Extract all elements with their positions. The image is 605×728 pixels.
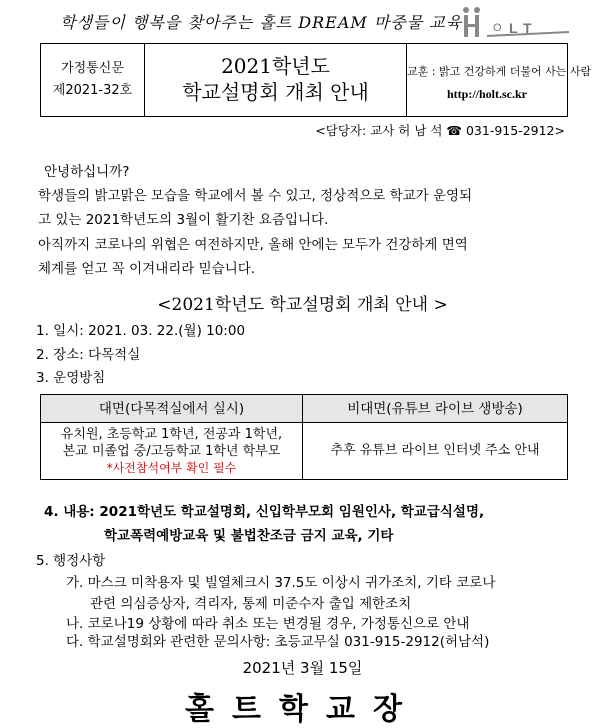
doc-number: 제2021-32호 (52, 83, 133, 98)
title-line-1: 2021학년도 (221, 54, 330, 78)
contact-info: <담당자: 교사 허 남 석 ☎ 031-915-2912> (315, 123, 565, 138)
section-title: <2021학년도 학교설명회 개최 안내 > (157, 295, 448, 315)
issue-date: 2021년 3월 15일 (242, 659, 363, 677)
col1-cell (41, 423, 303, 479)
school-url[interactable]: http://holt.sc.kr (446, 87, 527, 101)
item-place: 2. 장소: 다목적실 (36, 347, 141, 363)
svg-text:T: T (523, 20, 532, 36)
paragraph-1-line-1: 학생들의 밝고맑은 모습을 학교에서 볼 수 있고, 정상적으로 학교가 운영되 (38, 188, 473, 204)
col1-line-1: 유치원, 초등학교 1학년, 전공과 1학년, (60, 427, 283, 442)
notes-title: 5. 행정사항 (36, 553, 106, 569)
header-table (40, 43, 592, 117)
attendance-note: *사전참석여부 확인 필수 (106, 461, 237, 475)
title-cell (145, 44, 407, 116)
school-logo (457, 2, 575, 42)
note-a-line-1: 가. 마스크 미착용자 및 빌열체크시 37.5도 이상시 귀가조치, 기타 코로나 (66, 575, 496, 591)
doc-info-cell (41, 44, 145, 116)
note-c: 다. 학교설명회와 관련한 문의사항: 초등교무실 031-915-2912(허남석) (66, 634, 490, 650)
slogan: 학생들이 행복을 찾아주는 홀트 DREAM 마중물 교육 (60, 13, 463, 32)
content-line-2: 학교폭력예방교육 및 불법찬조금 금지 교육, 기타 (104, 528, 394, 544)
col2-cell: 추후 유튜브 라이브 인터넷 주소 안내 (330, 443, 540, 458)
svg-text:L: L (509, 20, 518, 36)
note-a-line-2: 관련 의심증상자, 격리자, 통제 미준수자 출입 제한조치 (90, 596, 412, 612)
item-method: 3. 운영방침 (36, 370, 106, 386)
paragraph-2-line-1: 아직까지 코로나의 위협은 여전하지만, 올해 안에는 모두가 건강하게 면역 (38, 237, 468, 253)
svg-text:O: O (493, 22, 502, 34)
motto: 교훈 : 밝고 건강하게 더불어 사는 사람 (407, 65, 592, 78)
method-table (40, 394, 568, 480)
principal-signature: 홀트학교장 (185, 692, 420, 727)
item-date: 1. 일시: 2021. 03. 22.(월) 10:00 (36, 323, 246, 339)
paragraph-1-line-2: 고 있는 2021학년도의 3월이 활기찬 요즘입니다. (38, 212, 329, 228)
note-b: 나. 코로나19 상황에 따라 취소 또는 변경될 경우, 가정통신으로 안내 (66, 616, 470, 632)
paragraph-2-line-2: 체계를 얻고 꼭 이겨내리라 믿습니다. (38, 261, 256, 277)
col1-line-2: 본교 미졸업 중/고등학교 1학년 학부모 (62, 444, 281, 459)
col1-header: 대면(다목적실에서 실시) (41, 395, 303, 423)
col2-header: 비대면(유튜브 라이브 생방송) (303, 395, 567, 423)
content-line-1: 4. 내용: 2021학년도 학교설명회, 신입학부모회 임원인사, 학교급식설명, (44, 504, 485, 520)
doc-type: 가정통신문 (61, 61, 124, 76)
greeting: 안녕하십니까? (44, 164, 130, 180)
motto-cell (407, 44, 592, 116)
title-line-2: 학교설명회 개최 안내 (182, 80, 369, 104)
